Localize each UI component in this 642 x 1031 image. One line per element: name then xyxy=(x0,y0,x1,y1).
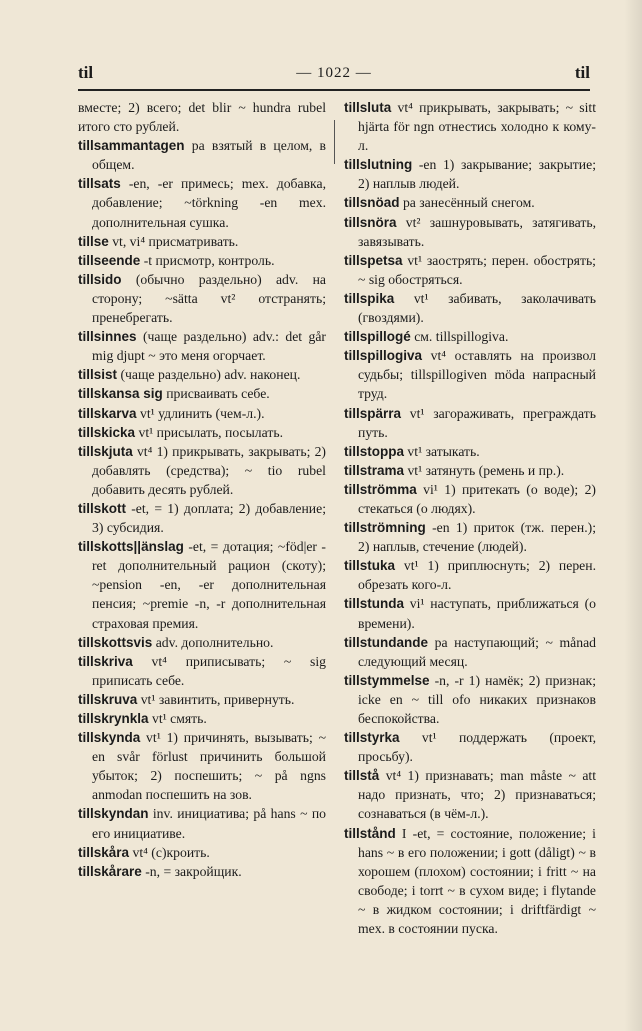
entry-headword: tillskårare xyxy=(78,863,142,879)
entry-definition: vt⁴ 1) признавать; man måste ~ att надо признать, что; 2) признаваться; сознаваться (в чём-л.). xyxy=(358,768,596,822)
entry-definition: vt¹ затянуть (ремень и пр.). xyxy=(404,462,565,478)
dictionary-entry xyxy=(344,594,596,632)
entry-headword: tillstå xyxy=(344,768,380,784)
dictionary-entry xyxy=(344,98,596,155)
dictionary-entry xyxy=(78,537,326,632)
dictionary-entry xyxy=(78,404,326,423)
entry-headword: tillsido xyxy=(78,271,122,287)
dictionary-entry xyxy=(344,327,596,346)
entry-headword: tillsnöra xyxy=(344,214,397,230)
entry-headword: tillsnöad xyxy=(344,195,400,211)
entry-definition: vt⁴ оставлять на произвол судьбы; tillspillogiven möda напрасный труд. xyxy=(358,348,596,402)
entry-definition: (чаще раздельно) adv. наконец. xyxy=(117,367,301,383)
entry-definition: -et, = 1) доплата; 2) добавление; 3) субсидия. xyxy=(92,500,326,536)
entry-headword: tillskyndan xyxy=(78,806,149,822)
entry-definition: adv. дополнительно. xyxy=(152,634,274,650)
entry-headword: tillströmning xyxy=(344,520,426,536)
dictionary-entry xyxy=(78,174,326,231)
dictionary-entry xyxy=(344,671,596,728)
entry-definition: vt¹ забивать, заколачивать (гвоздями). xyxy=(358,290,596,326)
entry-definition: vt⁴ прикрывать, закрывать; ~ sitt hjärta för ngn отнестись холодно к кому-л. xyxy=(358,100,596,154)
entry-headword: tillskrynkla xyxy=(78,711,149,726)
dictionary-entry xyxy=(78,709,326,728)
entry-definition: присваивать себе. xyxy=(162,386,270,402)
entry-headword: tillspärra xyxy=(344,405,402,421)
entry-headword: tillspika xyxy=(344,290,395,306)
entry-headword: tillstymmelse xyxy=(344,672,430,688)
dictionary-entry xyxy=(344,346,596,403)
dictionary-entry xyxy=(344,155,596,193)
page-number: — 1022 — xyxy=(296,64,372,81)
entry-headword: tillspetsa xyxy=(344,252,403,268)
entry-definition: vt¹ загораживать, преграждать путь. xyxy=(358,405,596,440)
entry-headword: tillströmma xyxy=(344,481,417,497)
dictionary-entry xyxy=(78,804,326,842)
entry-headword: tillskriva xyxy=(78,653,133,669)
entry-definition: -en, -er примесь; mex. добавка, добавление; ~törkning -en mex. дополнительная сушка. xyxy=(92,176,326,230)
dictionary-entry xyxy=(78,843,326,862)
dictionary-entry xyxy=(78,98,326,136)
entry-headword: tillskarva xyxy=(78,405,137,421)
page-header xyxy=(78,60,590,86)
left-column xyxy=(78,98,326,881)
dictionary-entry xyxy=(344,461,596,480)
entry-definition: (чаще раздельно) adv.: det går mig djupt ~ это меня огорчает. xyxy=(92,329,326,364)
dictionary-entry xyxy=(344,728,596,766)
entry-definition: pa взятый в целом, в общем. xyxy=(92,138,326,173)
entry-definition: vt⁴ приписывать; ~ sig приписать себе. xyxy=(92,653,326,688)
entry-definition: -t присмотр, контроль. xyxy=(140,252,275,268)
entry-definition: -en 1) закрывание; закрытие; 2) наплыв людей. xyxy=(358,157,596,192)
entry-headword: tillstunda xyxy=(344,596,404,612)
entry-headword: tillseende xyxy=(78,252,141,268)
entry-headword: tillstyrka xyxy=(344,730,400,746)
dictionary-entry xyxy=(78,423,326,442)
dictionary-entry xyxy=(78,232,326,251)
dictionary-entry xyxy=(344,480,596,518)
entry-definition: pa занесённый снегом. xyxy=(399,195,535,211)
dictionary-entry xyxy=(344,518,596,556)
dictionary-entry xyxy=(78,327,326,365)
dictionary-entry xyxy=(78,136,326,174)
entry-definition: vt⁴ (с)кроить. xyxy=(129,844,210,860)
dictionary-entry xyxy=(344,442,596,461)
entry-headword: tillskotts||änslag xyxy=(78,539,184,555)
entry-definition: vt¹ завинтить, привернуть. xyxy=(137,691,295,707)
dictionary-entry xyxy=(78,499,326,537)
dictionary-entry xyxy=(344,556,596,594)
entry-definition: -n, -r 1) намёк; 2) признак; icke en ~ till ofo никаких признаков беспокойства. xyxy=(358,672,596,726)
header-left-guideword: til xyxy=(78,63,94,82)
entry-definition: vi¹ наступать, приближаться (о времени). xyxy=(358,596,596,631)
entry-definition: vt, vi⁴ присматривать. xyxy=(108,233,239,249)
dictionary-entry xyxy=(78,690,326,709)
dictionary-entry xyxy=(344,766,596,823)
entry-definition: см. tillspillogiva. xyxy=(410,329,509,345)
entry-headword: tillstrama xyxy=(344,462,405,478)
entry-headword: tillskjuta xyxy=(78,443,133,459)
dictionary-entry xyxy=(78,251,326,270)
entry-definition: vt¹ удлинить (чем-л.). xyxy=(136,405,265,421)
page-edge-shadow xyxy=(624,0,642,1031)
entry-headword: tillsinnes xyxy=(78,329,137,345)
entry-headword: tillspillogiva xyxy=(344,348,423,364)
entry-definition: -et, = дотация; ~föd|er -ret дополнительный рацион (скоту); ~pension -en, -er дополнительная пенсия; ~premie -n, -r дополнительная страховая премия. xyxy=(92,539,326,631)
entry-definition: vt¹ 1) причинять, вызывать; ~ en svår förlust причинить большой убыток; 2) поспешить; ~ på ngns anmodan поспешить на зов. xyxy=(92,730,326,803)
entry-headword: tillskansa sig xyxy=(78,386,163,402)
entry-definition: vt¹ присылать, посылать. xyxy=(135,424,284,440)
entry-definition: pa наступающий; ~ månad следующий месяц. xyxy=(358,634,596,669)
entry-headword: tillsluta xyxy=(344,100,392,115)
entry-headword: tillskynda xyxy=(78,730,141,746)
entry-definition: vt¹ 1) приплюснуть; 2) перен. обрезать кого-л. xyxy=(358,558,596,593)
entry-headword: tillslutning xyxy=(344,157,413,173)
entry-headword: tillsist xyxy=(78,367,118,383)
dictionary-entry xyxy=(344,633,596,671)
entry-headword: tillskicka xyxy=(78,424,136,440)
entry-headword: tillstuka xyxy=(344,558,396,574)
dictionary-entry xyxy=(344,289,596,327)
entry-definition: (обычно раздельно) adv. на сторону; ~sätta vt² отстранять; пренебрегать. xyxy=(92,271,326,326)
right-column xyxy=(344,98,596,938)
entry-definition: vi¹ 1) притекать (о воде); 2) стекаться (о людях). xyxy=(358,481,596,516)
dictionary-entry xyxy=(78,728,326,804)
entry-definition: vt¹ смять. xyxy=(148,711,207,726)
dictionary-entry xyxy=(78,862,326,881)
dictionary-entry xyxy=(344,251,596,289)
dictionary-entry xyxy=(78,442,326,499)
entry-headword: tillsammantagen xyxy=(78,138,185,154)
entry-definition: vt⁴ 1) прикрывать, закрывать; 2) добавлять (средства); ~ tio rubel добавить десять рублей. xyxy=(92,443,326,497)
dictionary-entry xyxy=(78,384,326,403)
entry-definition: vt² зашнуровывать, затягивать, завязывать. xyxy=(358,214,596,249)
dictionary-entry xyxy=(344,193,596,212)
entry-headword: tillsats xyxy=(78,176,121,192)
entry-definition: vt¹ затыкать. xyxy=(404,443,480,459)
entry-headword: tillstundande xyxy=(344,634,428,650)
dictionary-entry xyxy=(344,404,596,442)
dictionary-entry xyxy=(78,270,326,327)
dictionary-entry xyxy=(344,213,596,251)
entry-headword: tillskruva xyxy=(78,691,138,707)
dictionary-entry xyxy=(78,365,326,384)
dictionary-entry xyxy=(78,633,326,652)
entry-headword: tillskåra xyxy=(78,844,130,860)
entry-definition: inv. инициатива; på hans ~ по его инициативе. xyxy=(92,806,326,841)
entry-definition: -n, = закройщик. xyxy=(141,863,242,879)
entry-definition: vt¹ заострять; перен. обострять; ~ sig обостряться. xyxy=(358,252,596,287)
entry-headword: tillstånd xyxy=(344,825,396,841)
dictionary-entry xyxy=(78,652,326,690)
entry-headword: tillstoppa xyxy=(344,443,404,459)
entry-definition: vt¹ поддержать (проект, просьбу). xyxy=(358,730,596,765)
entry-definition: -en 1) приток (тж. перен.); 2) наплыв, стечение (людей). xyxy=(358,520,596,555)
entry-definition: I -et, = состояние, положение; i hans ~ в его положении; i gott (dåligt) ~ в хорошем (плохом) состоянии; i fritt ~ на свободе; i torrt ~ в сухом виде; i flytande ~ в жидком состоянии; i driftfärdigt ~ mex. в состоянии пуска. xyxy=(358,825,596,937)
header-rule xyxy=(78,89,590,91)
entry-headword: tillskottsvis xyxy=(78,634,153,650)
header-right-guideword: til xyxy=(574,63,590,82)
entry-headword: tillskott xyxy=(78,500,127,516)
entry-definition: вместе; 2) всего; det blir ~ hundra rubel итого сто рублей. xyxy=(78,100,326,135)
entry-headword: tillspillogé xyxy=(344,329,411,345)
dictionary-entry xyxy=(344,824,596,939)
column-divider xyxy=(334,120,335,164)
entry-headword: tillse xyxy=(78,233,109,249)
